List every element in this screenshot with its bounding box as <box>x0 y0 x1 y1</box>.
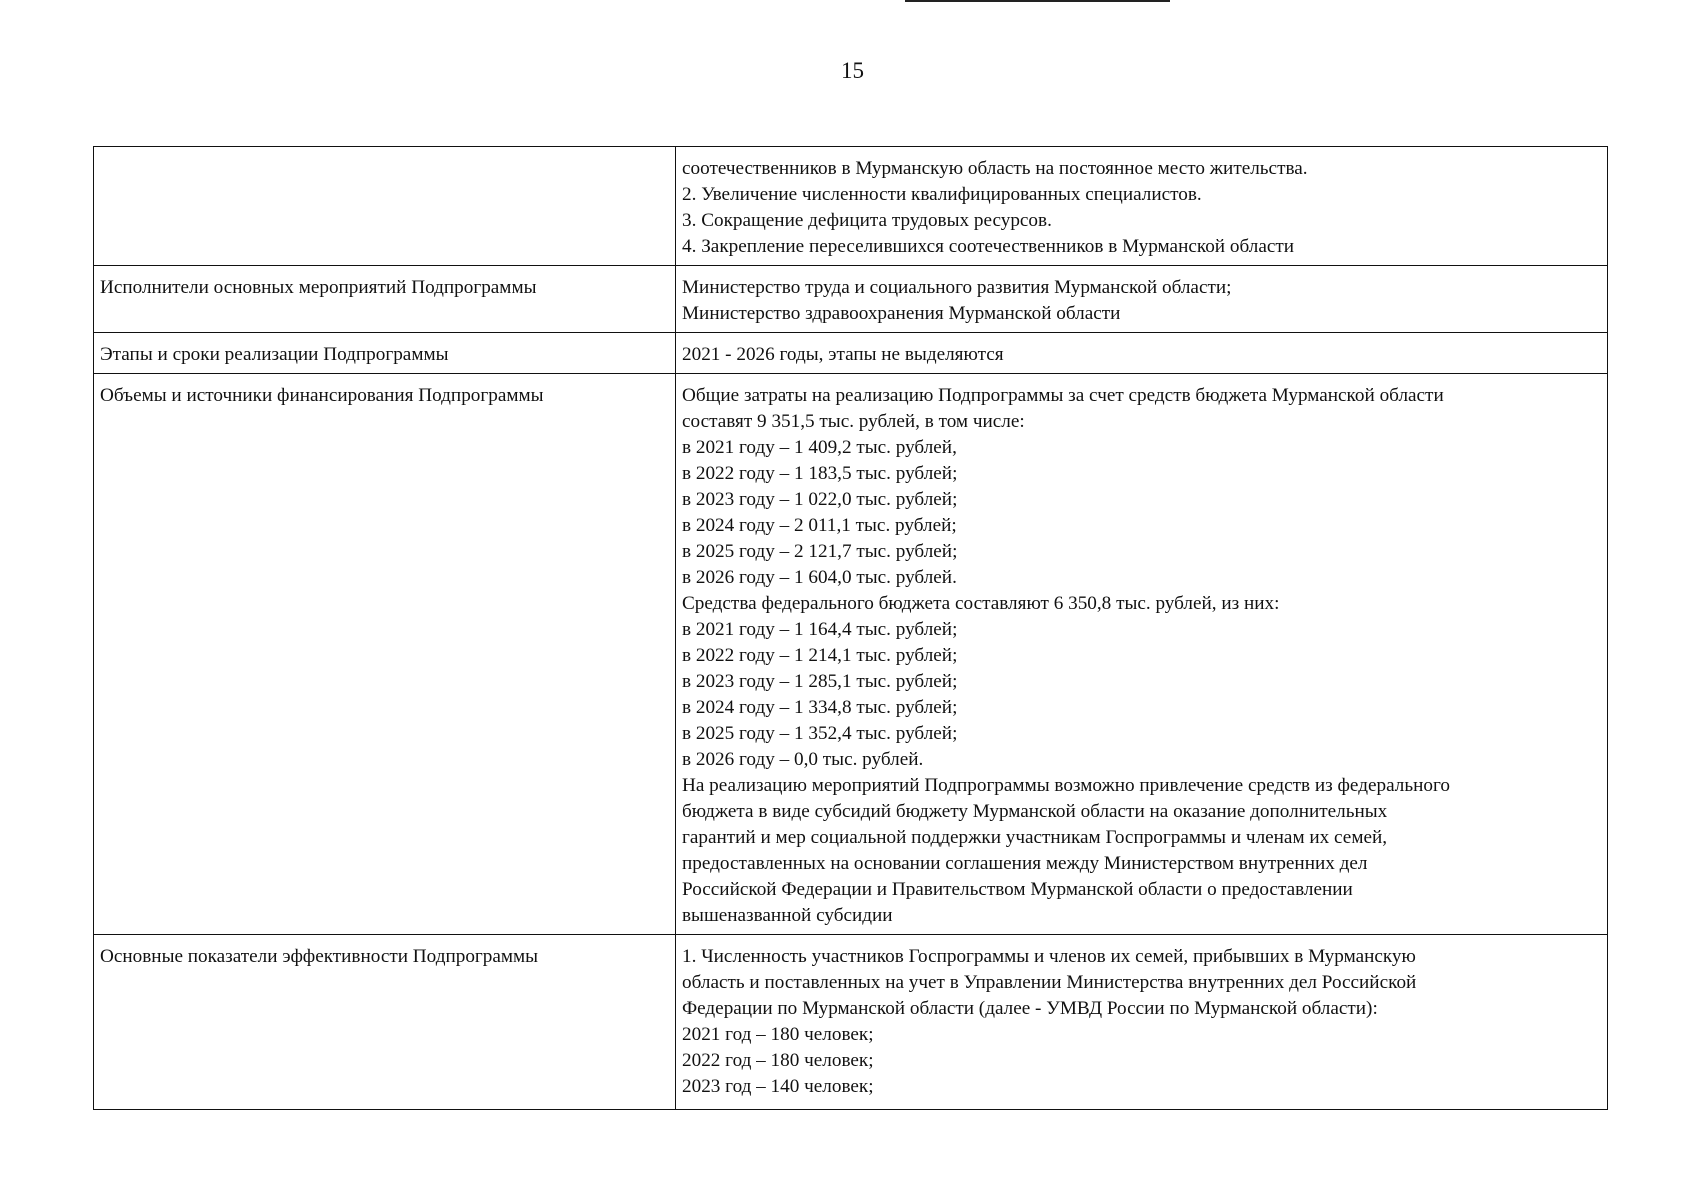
row-content-cell <box>676 935 1608 1110</box>
scan-edge-mark <box>905 0 1170 2</box>
table-row <box>94 266 1608 333</box>
content-line: предоставленных на основании соглашения между Министерством внутренних дел <box>682 853 1368 874</box>
content-line: Министерство труда и социального развития Мурманской области; <box>682 277 1232 298</box>
content-line: в 2026 году – 1 604,0 тыс. рублей. <box>682 567 957 588</box>
row-label-cell <box>94 333 676 374</box>
content-line: Средства федерального бюджета составляют 6 350,8 тыс. рублей, из них: <box>682 593 1280 614</box>
row-label: Исполнители основных мероприятий Подпрограммы <box>100 277 537 298</box>
content-line: бюджета в виде субсидий бюджету Мурманской области на оказание дополнительных <box>682 801 1388 822</box>
table-row <box>94 147 1608 266</box>
content-line: в 2026 году – 0,0 тыс. рублей. <box>682 749 924 770</box>
row-content-cell <box>676 147 1608 266</box>
row-label-cell <box>94 266 676 333</box>
row-label-cell <box>94 374 676 935</box>
table-row <box>94 935 1608 1110</box>
content-line: вышеназванной субсидии <box>682 905 893 926</box>
content-line: в 2023 году – 1 022,0 тыс. рублей; <box>682 489 958 510</box>
table-row <box>94 374 1608 935</box>
content-line: в 2025 году – 1 352,4 тыс. рублей; <box>682 723 958 744</box>
content-line: в 2024 году – 2 011,1 тыс. рублей; <box>682 515 957 536</box>
content-line: 2023 год – 140 человек; <box>682 1076 874 1097</box>
row-content-cell <box>676 266 1608 333</box>
content-line: в 2021 году – 1 164,4 тыс. рублей; <box>682 619 958 640</box>
table-row <box>94 333 1608 374</box>
content-line: 2021 - 2026 годы, этапы не выделяются <box>682 344 1004 365</box>
row-label-cell <box>94 147 676 266</box>
content-line: 2021 год – 180 человек; <box>682 1024 874 1045</box>
content-line: в 2022 году – 1 214,1 тыс. рублей; <box>682 645 958 666</box>
content-line: На реализацию мероприятий Подпрограммы возможно привлечение средств из федерального <box>682 775 1450 796</box>
row-label-cell <box>94 935 676 1110</box>
content-line: в 2023 году – 1 285,1 тыс. рублей; <box>682 671 958 692</box>
content-line: в 2021 году – 1 409,2 тыс. рублей, <box>682 437 957 458</box>
content-line: 1. Численность участников Госпрограммы и членов их семей, прибывших в Мурманскую <box>682 946 1416 967</box>
content-line: 2. Увеличение численности квалифицированных специалистов. <box>682 184 1202 205</box>
content-line: гарантий и мер социальной поддержки участникам Госпрограммы и членам их семей, <box>682 827 1388 848</box>
content-line: Российской Федерации и Правительством Мурманской области о предоставлении <box>682 879 1353 900</box>
row-label: Этапы и сроки реализации Подпрограммы <box>100 344 449 365</box>
content-line: 3. Сокращение дефицита трудовых ресурсов. <box>682 210 1052 231</box>
content-line: Федерации по Мурманской области (далее - УМВД России по Мурманской области): <box>682 998 1378 1019</box>
subprogram-passport-table <box>93 146 1608 1110</box>
content-line: в 2025 году – 2 121,7 тыс. рублей; <box>682 541 958 562</box>
content-line: 4. Закрепление переселившихся соотечественников в Мурманской области <box>682 236 1295 257</box>
content-line: составят 9 351,5 тыс. рублей, в том числе: <box>682 411 1025 432</box>
content-line: Общие затраты на реализацию Подпрограммы за счет средств бюджета Мурманской области <box>682 385 1444 406</box>
row-label: Основные показатели эффективности Подпрограммы <box>100 946 539 967</box>
row-label: Объемы и источники финансирования Подпрограммы <box>100 385 544 406</box>
content-line: область и поставленных на учет в Управлении Министерства внутренних дел Российской <box>682 972 1417 993</box>
row-content-cell <box>676 333 1608 374</box>
content-line: Министерство здравоохранения Мурманской области <box>682 303 1121 324</box>
content-line: соотечественников в Мурманскую область на постоянное место жительства. <box>682 158 1308 179</box>
content-line: 2022 год – 180 человек; <box>682 1050 874 1071</box>
row-content-cell <box>676 374 1608 935</box>
content-line: в 2024 году – 1 334,8 тыс. рублей; <box>682 697 958 718</box>
page-number: 15 <box>841 58 864 83</box>
content-line: в 2022 году – 1 183,5 тыс. рублей; <box>682 463 958 484</box>
